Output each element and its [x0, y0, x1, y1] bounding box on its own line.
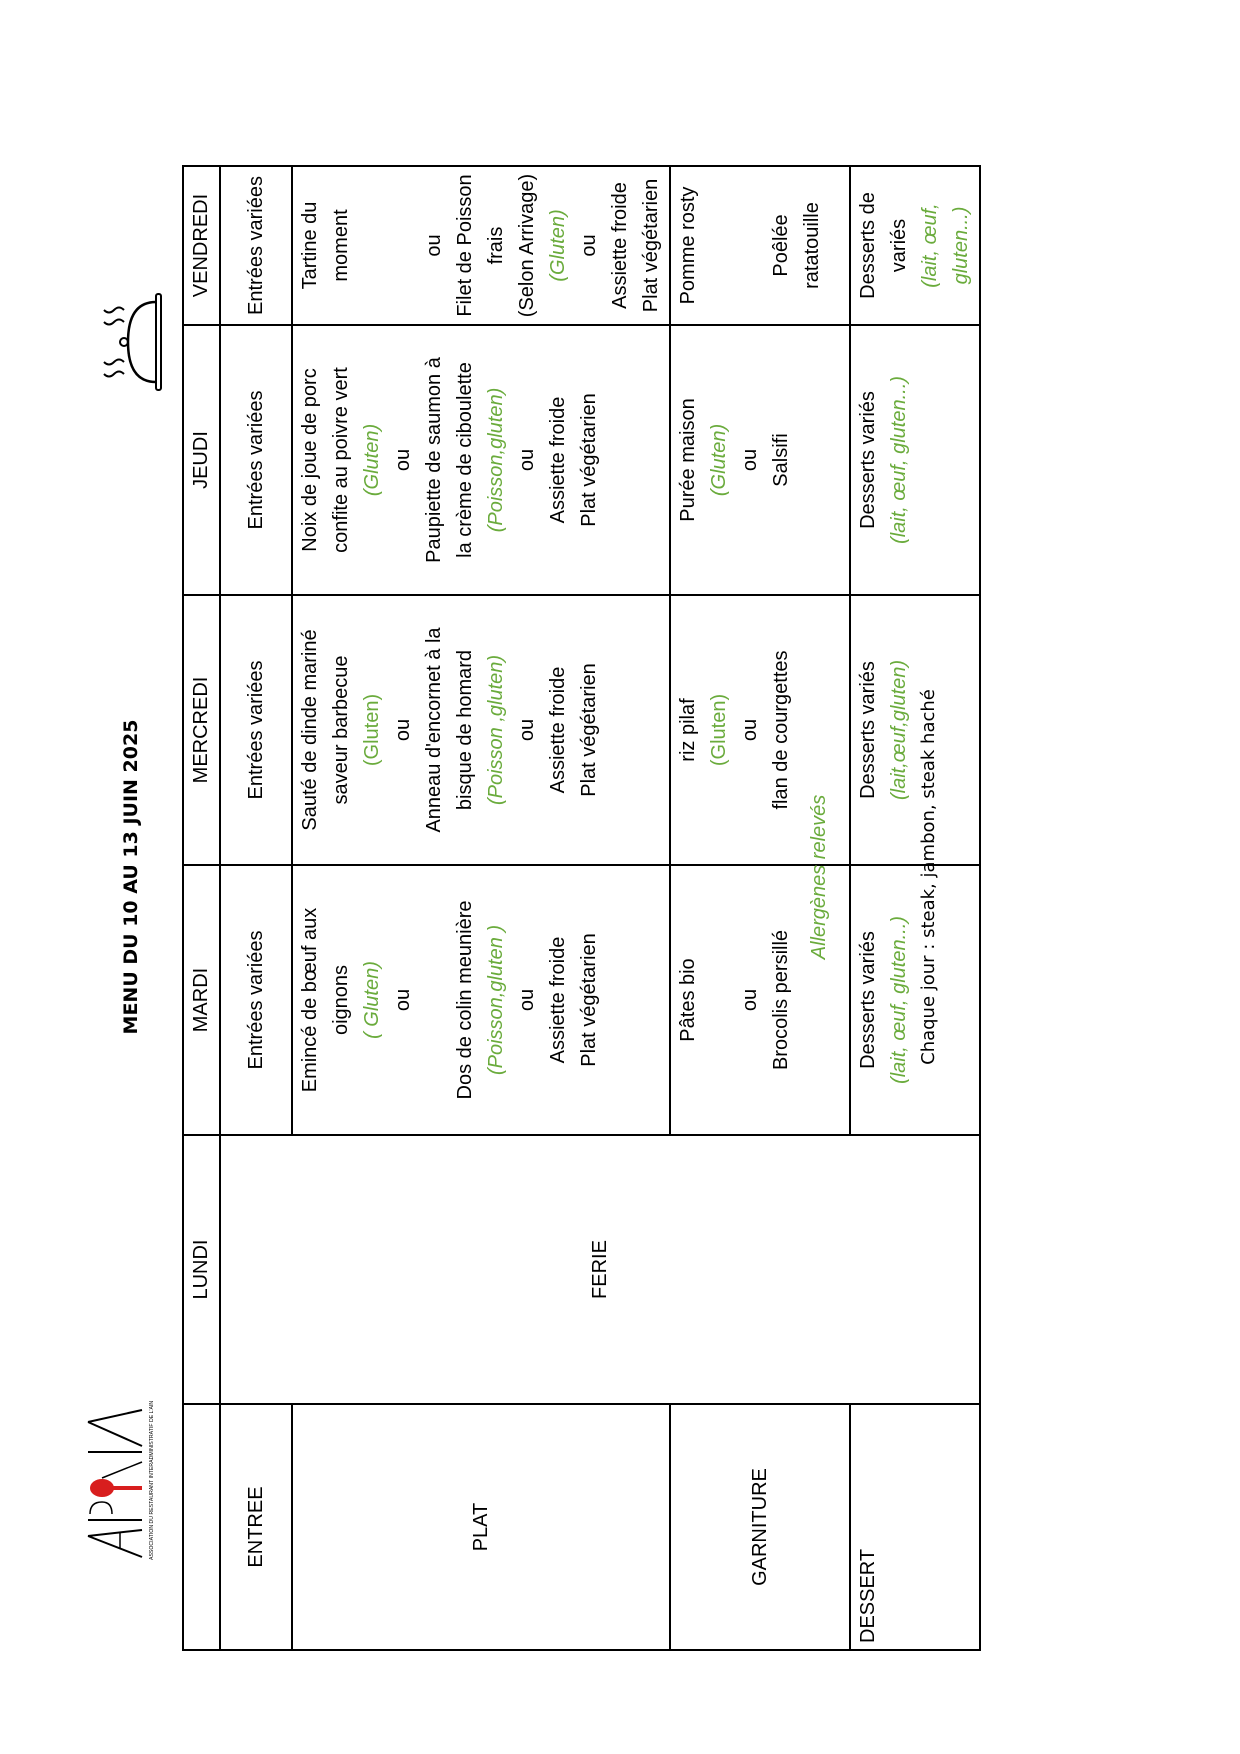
menu-table [182, 165, 981, 1651]
garniture-mercredi-line: riz pilaf [677, 698, 699, 762]
allergen-label: ( Gluten) [361, 961, 383, 1039]
row-label-entree: ENTREE [220, 1404, 292, 1650]
or-separator: ou [392, 718, 414, 742]
dessert-mardi-line: Desserts variés [857, 931, 879, 1069]
allergen-label: (Gluten) [547, 209, 569, 282]
or-separator: ou [516, 718, 538, 742]
allergen-note: Allergènes relevés [808, 794, 830, 960]
header-row [183, 166, 220, 1650]
garniture-mardi-line: Brocolis persillé [770, 929, 792, 1071]
plat-jeudi-line: confite au poivre vert [330, 367, 352, 553]
plat-vendredi-line: Assiette froide [609, 182, 631, 309]
row-label-dessert: DESSERT [850, 1404, 980, 1650]
plat-mercredi-line: bisque de homard [454, 649, 476, 811]
dessert-row [850, 166, 980, 1650]
or-separator: ou [739, 988, 761, 1012]
entree-mercredi: Entrées variées [220, 595, 292, 865]
allergen-label: (lait,œuf,gluten) [888, 659, 910, 801]
allergen-label: (Poisson,gluten ) [485, 924, 507, 1076]
dessert-jeudi [850, 325, 980, 595]
plat-mercredi-line: Sauté de dinde mariné [299, 629, 321, 831]
plat-mercredi [292, 595, 670, 865]
row-label-garniture: GARNITURE [670, 1404, 850, 1650]
plat-mardi-line: Assiette froide [547, 936, 569, 1064]
garniture-vendredi-line: Poêlée ratatouille [770, 202, 823, 289]
menu-title: MENU DU 10 AU 13 JUIN 2025 [120, 719, 142, 1035]
garniture-vendredi-line: Pomme rosty [677, 186, 699, 305]
plat-mardi [292, 865, 670, 1135]
dessert-jeudi-line: Desserts variés [857, 391, 879, 529]
allergen-label: (lait, œuf, gluten...) [888, 376, 910, 544]
or-separator: ou [392, 448, 414, 472]
plat-jeudi-line: Assiette froide [547, 396, 569, 524]
row-label-plat: PLAT [292, 1404, 670, 1650]
plat-jeudi-line: Paupiette de saumon à [423, 357, 445, 563]
plat-mardi-line: Dos de colin meunière [454, 900, 476, 1100]
plat-jeudi-line: la crème de ciboulette [454, 362, 476, 558]
plat-vendredi-line: Filet de Poisson frais [454, 174, 507, 317]
allergen-label: (Gluten) [708, 693, 730, 767]
dessert-mercredi-line: Desserts variés [857, 661, 879, 799]
plat-vendredi-line: (Selon Arrivage) [516, 173, 538, 318]
or-separator: ou [578, 234, 600, 257]
dessert-vendredi [850, 166, 980, 325]
plat-mercredi-line: saveur barbecue [330, 655, 352, 805]
plat-mardi-line: Emincé de bœuf aux [299, 907, 321, 1093]
day-jeudi: JEUDI [183, 325, 220, 595]
day-vendredi: VENDREDI [183, 166, 220, 325]
or-separator: ou [392, 988, 414, 1012]
entree-row [220, 166, 292, 1650]
plat-vendredi-line: Tartine du moment [299, 201, 352, 290]
allergen-label: (Poisson,gluten) [485, 387, 507, 533]
allergen-label: (Gluten) [361, 693, 383, 767]
allergen-label: (Poisson ,gluten) [485, 654, 507, 806]
day-lundi: LUNDI [183, 1135, 220, 1404]
allergen-label: (Gluten) [361, 423, 383, 497]
plat-jeudi-line: Plat végétarien [578, 393, 600, 527]
or-separator: ou [516, 988, 538, 1012]
logo-subtitle: ASSOCIATION DU RESTAURANT INTERADMINISTRATIF DE L'AIN [149, 1400, 155, 1560]
plat-mardi-line: oignons [330, 964, 352, 1036]
corner-cell [183, 1404, 220, 1650]
plat-vendredi [292, 166, 670, 325]
entree-jeudi: Entrées variées [220, 325, 292, 595]
plat-jeudi-line: Noix de joue de porc [299, 368, 321, 552]
plat-vendredi-line: Plat végétarien [640, 178, 662, 313]
or-separator: ou [739, 448, 761, 472]
dessert-vendredi-line: Desserts de variés [857, 192, 910, 299]
plat-mercredi-line: Anneau d'encornet à la [423, 627, 445, 833]
allergen-label: (Gluten) [708, 423, 730, 497]
or-separator: ou [516, 448, 538, 472]
garniture-jeudi-line: Salsifi [770, 433, 792, 487]
entree-vendredi: Entrées variées [220, 166, 292, 325]
garniture-mardi-line: Pâtes bio [677, 958, 699, 1042]
dessert-mercredi [850, 595, 980, 865]
dessert-mardi [850, 865, 980, 1135]
day-mercredi: MERCREDI [183, 595, 220, 865]
cloche-icon [96, 284, 166, 404]
plat-jeudi [292, 325, 670, 595]
allergen-label: (lait, œuf, gluten...) [888, 916, 910, 1084]
allergen-label: (lait, œuf, gluten...) [919, 203, 972, 288]
daily-note: Chaque jour : steak, jambon, steak haché [918, 689, 939, 1065]
entree-mardi: Entrées variées [220, 865, 292, 1135]
garniture-jeudi-line: Purée maison [677, 398, 699, 522]
day-mardi: MARDI [183, 865, 220, 1135]
lundi-ferie-cell [220, 1135, 980, 1404]
lundi-ferie: FERIE [588, 1240, 611, 1299]
plat-mardi-line: Plat végétarien [578, 933, 600, 1067]
plat-row [292, 166, 670, 1650]
or-separator: ou [739, 718, 761, 742]
garniture-mercredi-line: flan de courgettes [770, 650, 792, 810]
plat-mercredi-line: Plat végétarien [578, 663, 600, 797]
or-separator: ou [423, 234, 445, 257]
plat-mercredi-line: Assiette froide [547, 666, 569, 794]
